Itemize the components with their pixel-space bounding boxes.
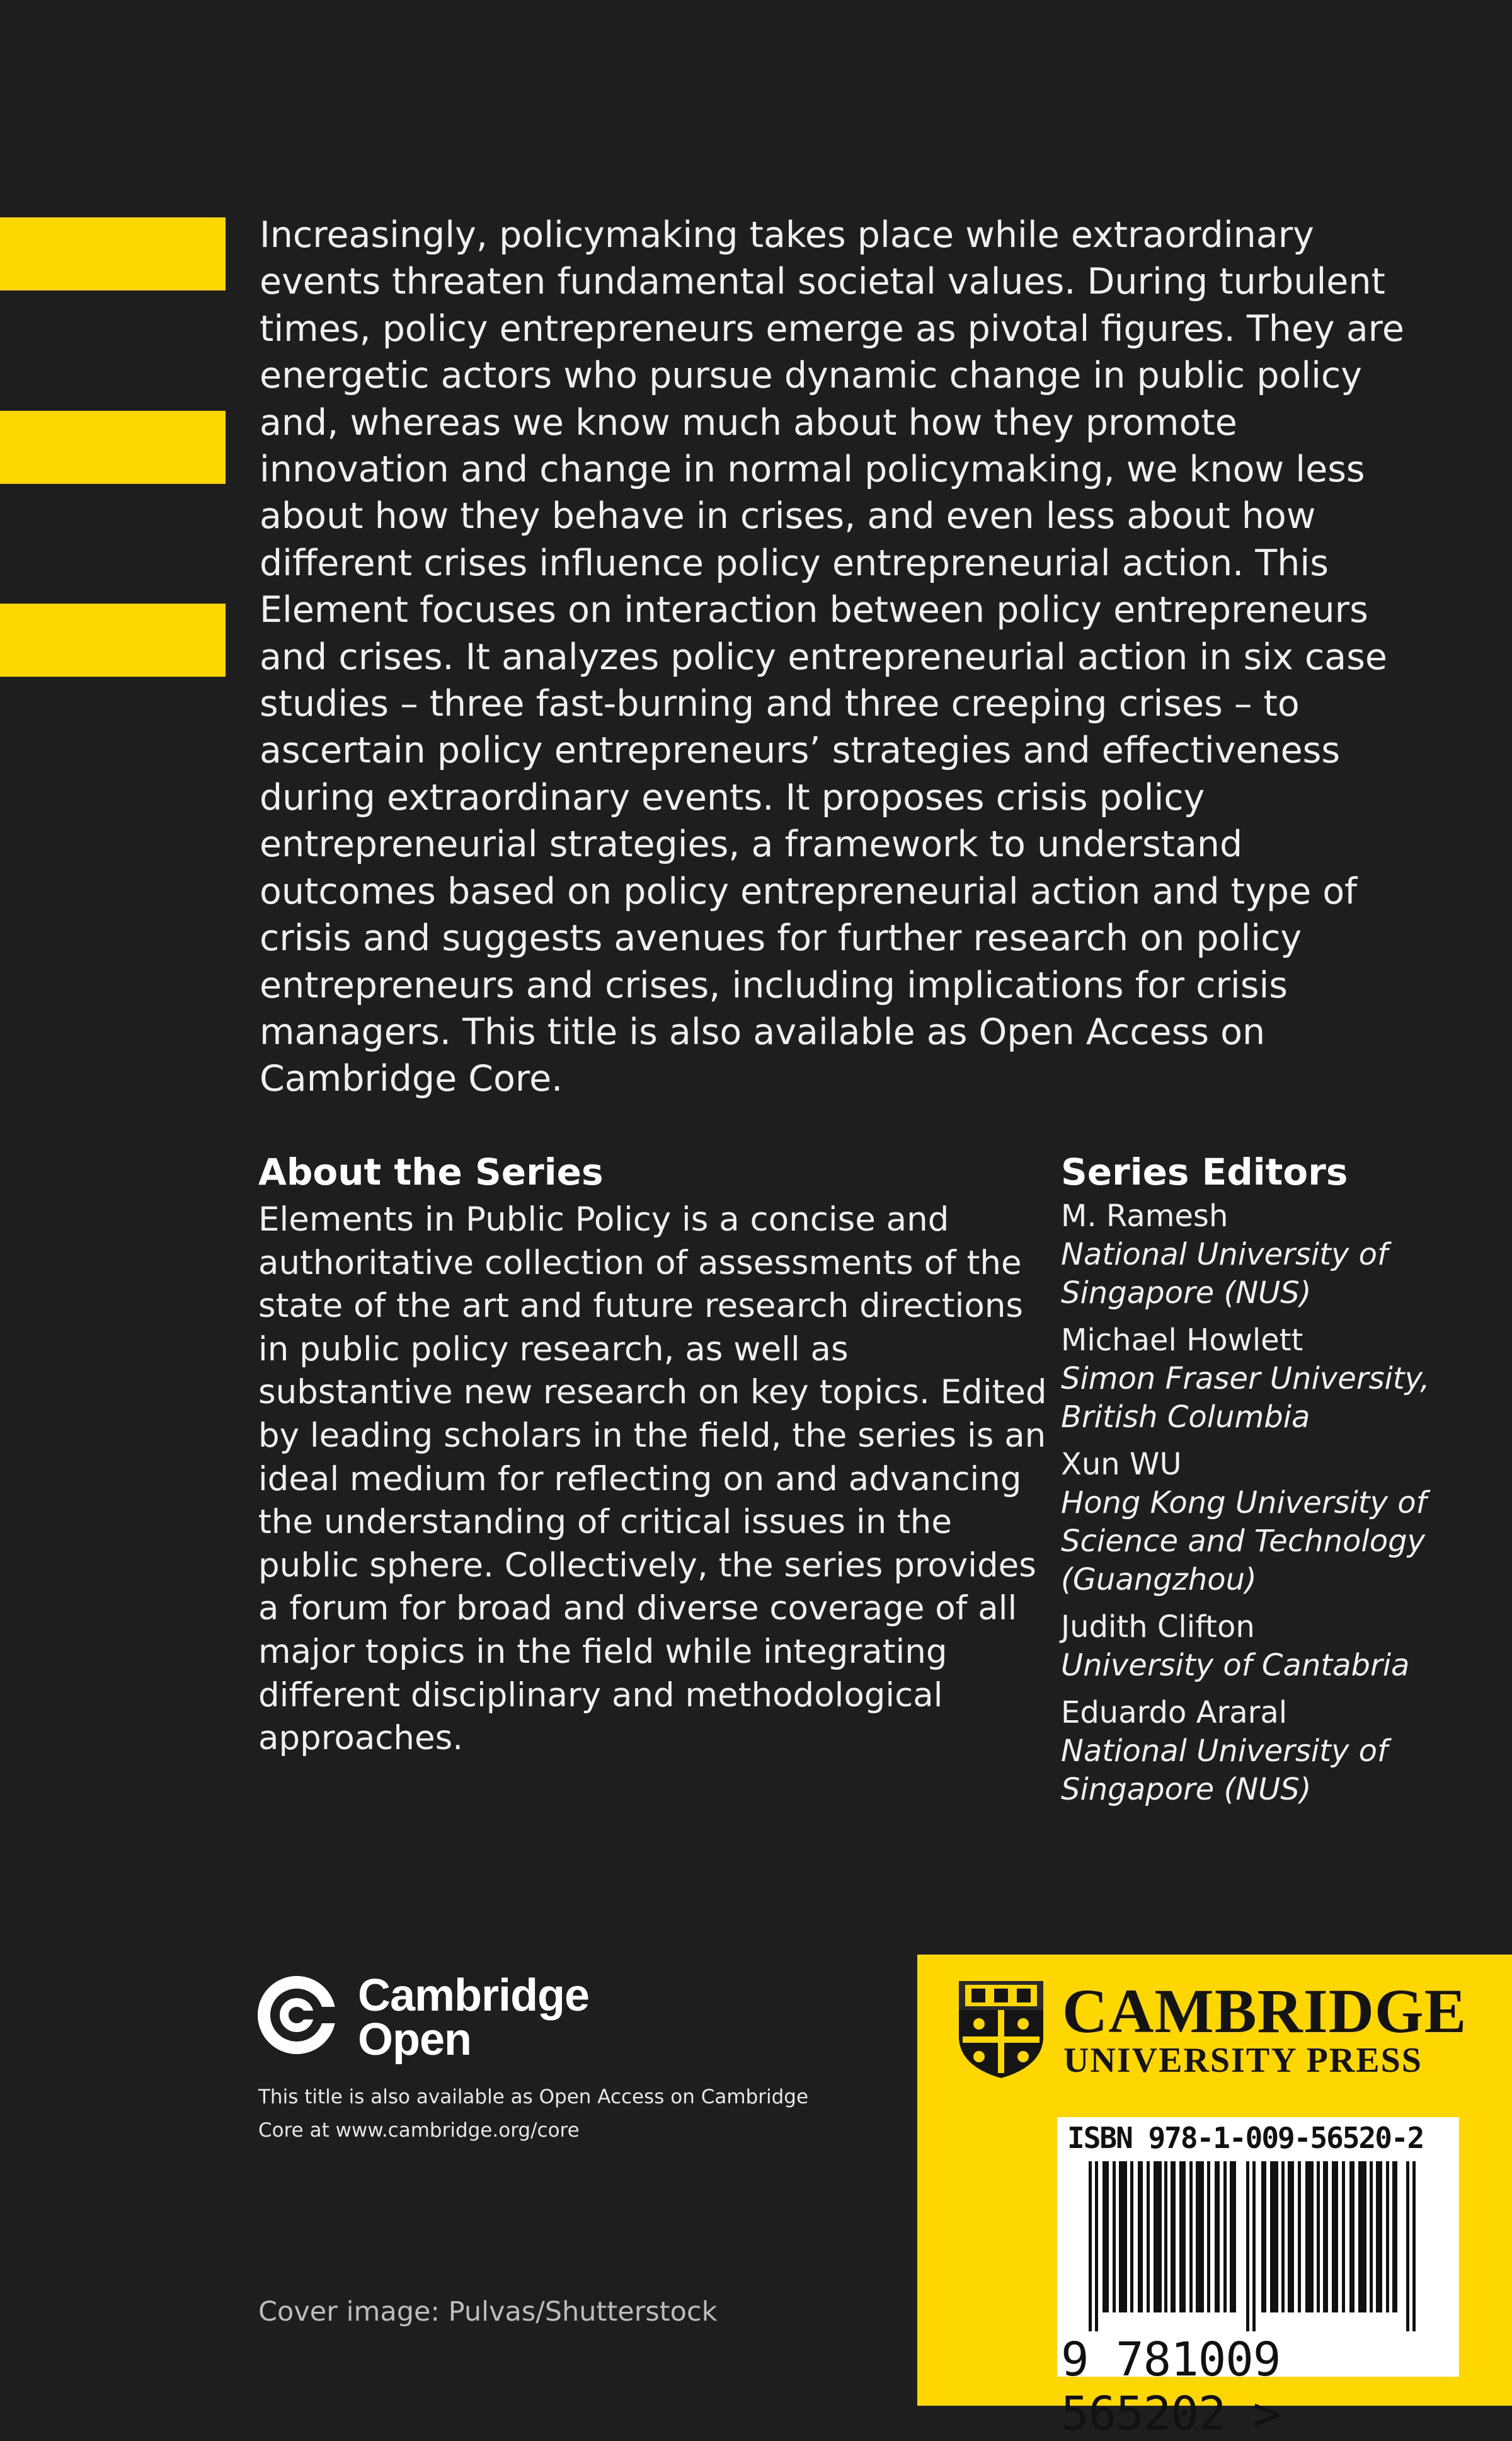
cambridge-crest-icon xyxy=(956,1979,1046,2079)
barcode-panel xyxy=(1057,2117,1459,2441)
publisher-panel xyxy=(917,1955,1512,2441)
publisher-subtitle: UNIVERSITY PRESS xyxy=(1063,2041,1423,2080)
editor-name: Xun WU xyxy=(1061,1447,1182,1482)
series-editors-list xyxy=(1061,1197,1489,1818)
publisher-name: CAMBRIDGE xyxy=(1062,1976,1467,2046)
editor-affiliation: National University of Singapore (NUS) xyxy=(1061,1237,1388,1311)
editor-name: Michael Howlett xyxy=(1061,1323,1303,1358)
open-access-note: This title is also available as Open Access on Cambridge Core at www.cambridge.org/core xyxy=(258,2086,809,2142)
barcode-icon xyxy=(1063,2161,1453,2331)
editor-affiliation: University of Cantabria xyxy=(1061,1648,1410,1683)
editor-affiliation: Hong Kong University of Science and Technology (Guangzhou) xyxy=(1061,1485,1427,1597)
editor-name: Eduardo Araral xyxy=(1061,1695,1288,1730)
book-blurb: Increasingly, policymaking takes place while extraordinary events threaten fundamental societal values. During turbulent times, policy entrepreneurs emerge as pivotal figures. They are energetic actors who pursue dynamic change in public policy and, whereas we know much about how they promote innovation and change in normal policymaking, we know less about how they behave in crises, and even less about how different crises influence policy entrepreneurial action. This Element focuses on interaction between policy entrepreneurs and crises. It analyzes policy entrepreneurial action in six case studies – three fast-burning and three creeping crises – to ascertain policy entrepreneurs’ strategies and effectiveness during extraordinary events. It proposes crisis policy entrepreneurial strategies, a framework to understand outcomes based on policy entrepreneurial action and type of crisis and suggests avenues for further research on policy entrepreneurs and crises, including implications for crisis managers. This title is also available as Open Access on Cambridge Core. xyxy=(260,214,1404,1100)
isbn-text: ISBN 978-1-009-56520-2 xyxy=(1067,2121,1424,2155)
cambridge-open-logo-icon xyxy=(257,1975,336,2055)
ean-digits: 9 781009 565202 > xyxy=(1061,2333,1281,2441)
cambridge-open-line2: Open xyxy=(358,2014,472,2065)
cambridge-open-line1: Cambridge xyxy=(358,1970,590,2021)
yellow-stripe-1 xyxy=(0,217,226,290)
yellow-stripe-3 xyxy=(0,604,226,677)
about-series-text: Elements in Public Policy is a concise and authoritative collection of assessments of the state of the art and future research directions in public policy research, as well as substantive new research on key topics. Edited by leading scholars in the field, the series is an ideal medium for reflecting on and advancing the understanding of critical issues in the public sphere. Collectively, the series provides a forum for broad and diverse coverage of all major topics in the field while integrating different disciplinary and methodological approaches. xyxy=(258,1200,1047,1758)
editor-affiliation: Simon Fraser University, British Columbia xyxy=(1061,1361,1430,1435)
about-series-heading: About the Series xyxy=(258,1151,604,1193)
editor-name: M. Ramesh xyxy=(1061,1198,1228,1234)
editor-name: Judith Clifton xyxy=(1061,1609,1255,1645)
editor-entry xyxy=(1061,1197,1489,1312)
editor-entry xyxy=(1061,1608,1489,1685)
editor-entry xyxy=(1061,1694,1489,1809)
series-editors-heading: Series Editors xyxy=(1061,1151,1348,1193)
editor-entry xyxy=(1061,1445,1489,1599)
editor-entry xyxy=(1061,1321,1489,1437)
editor-affiliation: National University of Singapore (NUS) xyxy=(1061,1733,1388,1807)
yellow-stripe-2 xyxy=(0,411,226,484)
cover-image-credit: Cover image: Pulvas/Shutterstock xyxy=(258,2296,718,2328)
cambridge-open-wordmark xyxy=(358,1970,590,2065)
